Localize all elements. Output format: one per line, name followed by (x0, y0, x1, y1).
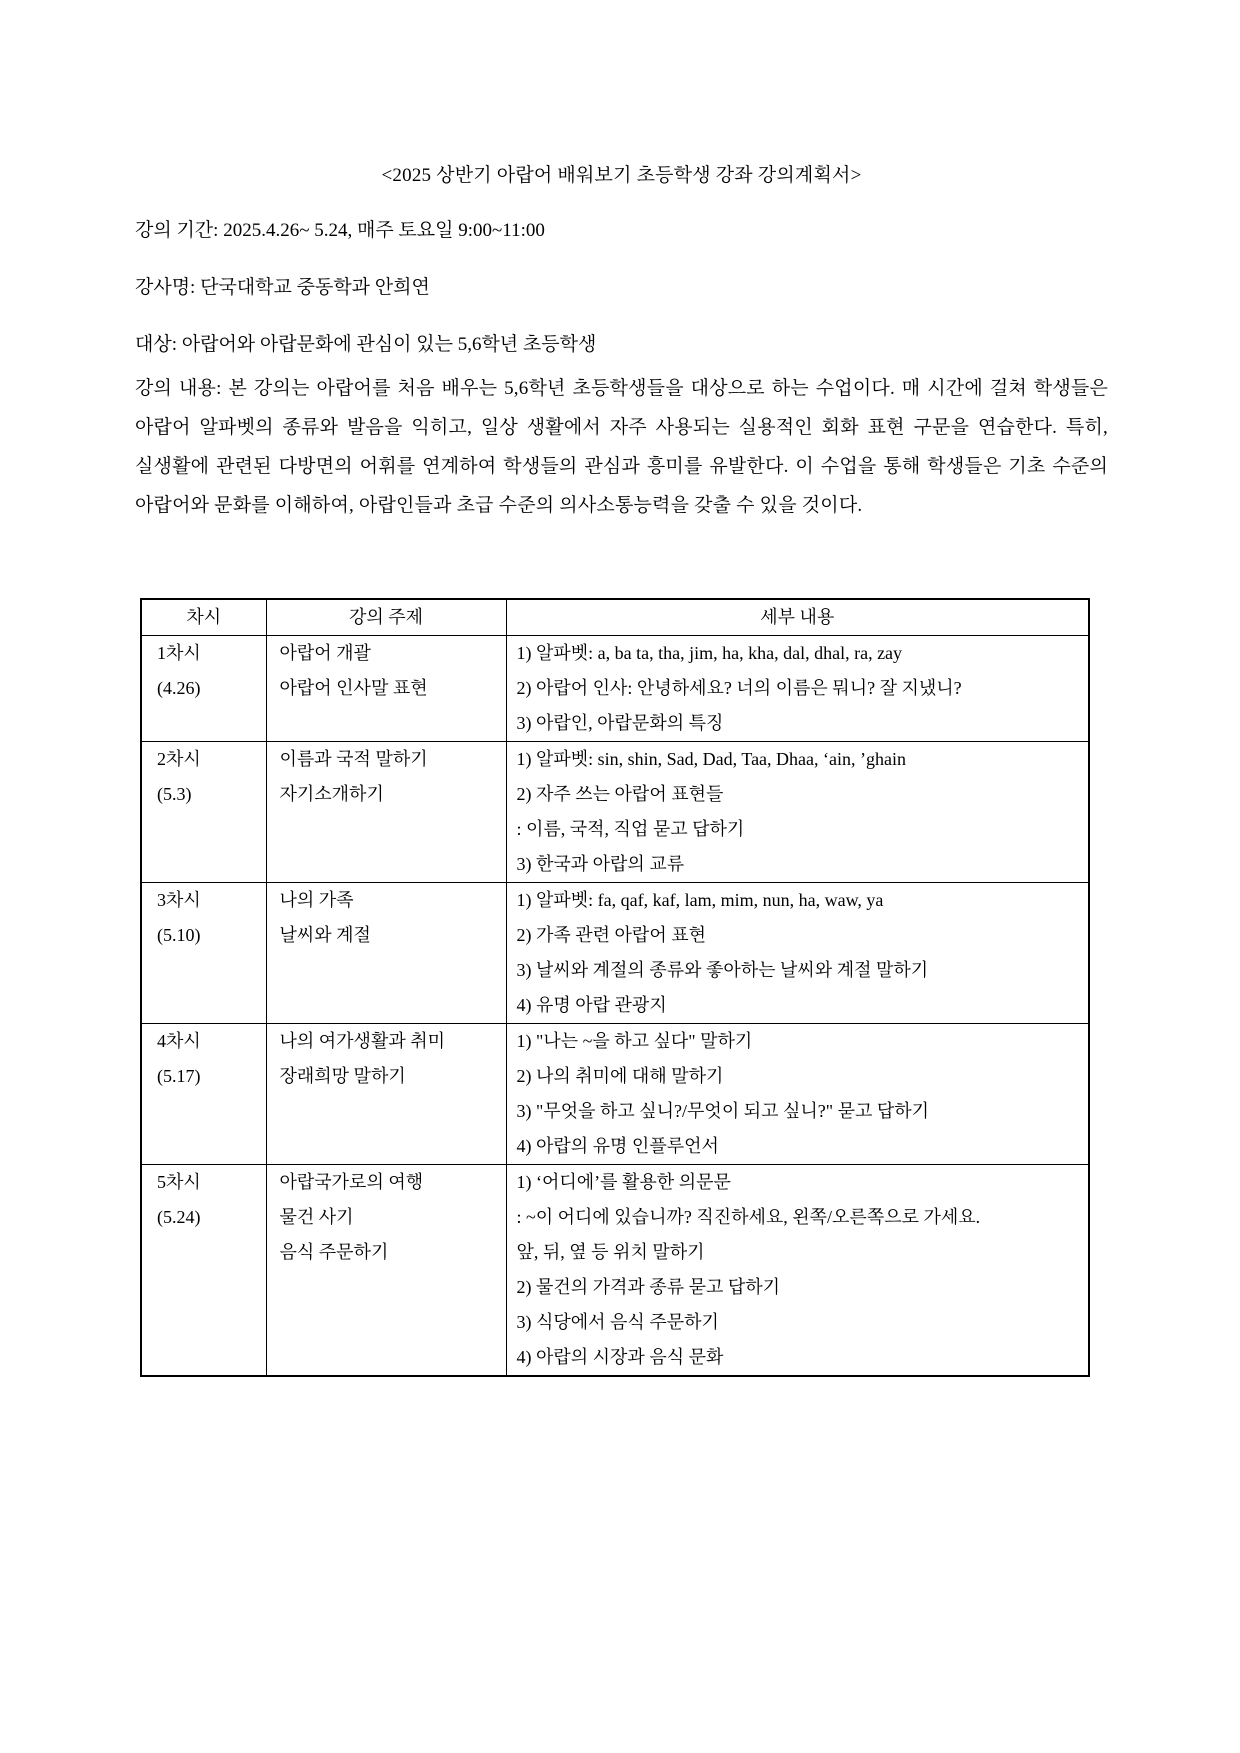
cell-line: 자기소개하기 (279, 784, 384, 804)
cell-line: 3) 식당에서 음식 주문하기 (516, 1312, 719, 1332)
table-row (141, 883, 1089, 1024)
topic-cell (266, 636, 506, 742)
target-audience: 대상: 아랍어와 아랍문화에 관심이 있는 5,6학년 초등학생 (135, 334, 597, 355)
cell-line: 장래희망 말하기 (279, 1066, 406, 1086)
details-cell (506, 636, 1089, 742)
header-topic: 강의 주제 (266, 599, 506, 636)
cell-line: 4차시 (157, 1031, 201, 1051)
header-details: 세부 내용 (506, 599, 1089, 636)
cell-line: 나의 가족 (279, 890, 354, 910)
cell-line: 2) 나의 취미에 대해 말하기 (516, 1066, 724, 1086)
cell-line: (5.3) (157, 784, 192, 804)
table-row (141, 1024, 1089, 1165)
document-title: <2025 상반기 아랍어 배워보기 초등학생 강좌 강의계획서> (381, 165, 862, 186)
cell-line: 4) 유명 아랍 관광지 (516, 995, 667, 1015)
topic-cell (266, 1024, 506, 1165)
cell-line: 5차시 (157, 1172, 201, 1192)
cell-line: 앞, 뒤, 옆 등 위치 말하기 (516, 1242, 705, 1262)
syllabus-table (140, 598, 1090, 1377)
session-cell (141, 742, 266, 883)
cell-line: 1) "나는 ~을 하고 싶다" 말하기 (516, 1031, 753, 1051)
topic-cell (266, 742, 506, 883)
cell-line: (5.17) (157, 1066, 201, 1086)
cell-line: 1) 알파벳: sin, shin, Sad, Dad, Taa, Dhaa, ‘ain, ’ghain (516, 749, 906, 769)
syllabus-table-head (141, 599, 1089, 636)
session-cell (141, 883, 266, 1024)
details-cell (506, 1024, 1089, 1165)
session-cell (141, 1024, 266, 1165)
cell-line: 아랍국가로의 여행 (279, 1172, 424, 1192)
cell-line: 1) 알파벳: fa, qaf, kaf, lam, mim, nun, ha, waw, ya (516, 890, 884, 910)
details-cell (506, 742, 1089, 883)
instructor-name: 강사명: 단국대학교 중동학과 안희연 (135, 277, 430, 298)
cell-line: (5.10) (157, 925, 201, 945)
topic-cell (266, 883, 506, 1024)
cell-line: 2) 아랍어 인사: 안녕하세요? 너의 이름은 뭐니? 잘 지냈니? (516, 678, 962, 698)
cell-line: 2) 물건의 가격과 종류 묻고 답하기 (516, 1277, 781, 1297)
session-cell (141, 636, 266, 742)
cell-line: 3) 한국과 아랍의 교류 (516, 854, 685, 874)
session-cell (141, 1165, 266, 1377)
cell-line: (4.26) (157, 678, 201, 698)
details-cell (506, 883, 1089, 1024)
cell-line: 2) 가족 관련 아랍어 표현 (516, 925, 706, 945)
cell-line: 아랍어 개괄 (279, 643, 371, 663)
cell-line: 1) ‘어디에’를 활용한 의문문 (516, 1172, 731, 1192)
cell-line: 물건 사기 (279, 1207, 354, 1227)
cell-line: 음식 주문하기 (279, 1242, 389, 1262)
cell-line: 나의 여가생활과 취미 (279, 1031, 445, 1051)
cell-line: 1) 알파벳: a, ba ta, tha, jim, ha, kha, dal, dhal, ra, zay (516, 643, 903, 663)
header-session: 차시 (141, 599, 266, 636)
cell-line: 1차시 (157, 643, 201, 663)
header-row (141, 599, 1089, 636)
cell-line: : 이름, 국적, 직업 묻고 답하기 (516, 819, 745, 839)
cell-line: 2차시 (157, 749, 201, 769)
table-row (141, 636, 1089, 742)
details-cell (506, 1165, 1089, 1377)
cell-line: 이름과 국적 말하기 (279, 749, 428, 769)
cell-line: 3) 날씨와 계절의 종류와 좋아하는 날씨와 계절 말하기 (516, 960, 929, 980)
cell-line: 3차시 (157, 890, 201, 910)
topic-cell (266, 1165, 506, 1377)
cell-line: 2) 자주 쓰는 아랍어 표현들 (516, 784, 724, 804)
cell-line: 3) "무엇을 하고 싶니?/무엇이 되고 싶니?" 묻고 답하기 (516, 1101, 930, 1121)
cell-line: (5.24) (157, 1207, 201, 1227)
cell-line: 날씨와 계절 (279, 925, 371, 945)
table-row (141, 1165, 1089, 1377)
syllabus-table-body (141, 636, 1089, 1377)
cell-line: 아랍어 인사말 표현 (279, 678, 428, 698)
cell-line: 3) 아랍인, 아랍문화의 특징 (516, 713, 724, 733)
course-description: 강의 내용: 본 강의는 아랍어를 처음 배우는 5,6학년 초등학생들을 대상으로 하는 수업이다. 매 시간에 걸쳐 학생들은 아랍어 알파벳의 종류와 발음을 익히고, 일상 생활에서 자주 사용되는 실용적인 회화 표현 구문을 연습한다. 특히, 실생활에 관련된 다방면의 어휘를 연계하여 학생들의 관심과 흥미를 유발한다. 이 수업을 통해 학생들은 기초 수준의 아랍어와 문화를 이해하여, 아랍인들과 초급 수준의 의사소통능력을 갖출 수 있을 것이다. (135, 378, 1108, 516)
document-content (135, 0, 1108, 1377)
table-row (141, 742, 1089, 883)
cell-line: 4) 아랍의 유명 인플루언서 (516, 1136, 719, 1156)
cell-line: 4) 아랍의 시장과 음식 문화 (516, 1347, 724, 1367)
cell-line: : ~이 어디에 있습니까? 직진하세요, 왼쪽/오른쪽으로 가세요. (516, 1207, 981, 1227)
course-period: 강의 기간: 2025.4.26~ 5.24, 매주 토요일 9:00~11:00 (135, 220, 545, 241)
